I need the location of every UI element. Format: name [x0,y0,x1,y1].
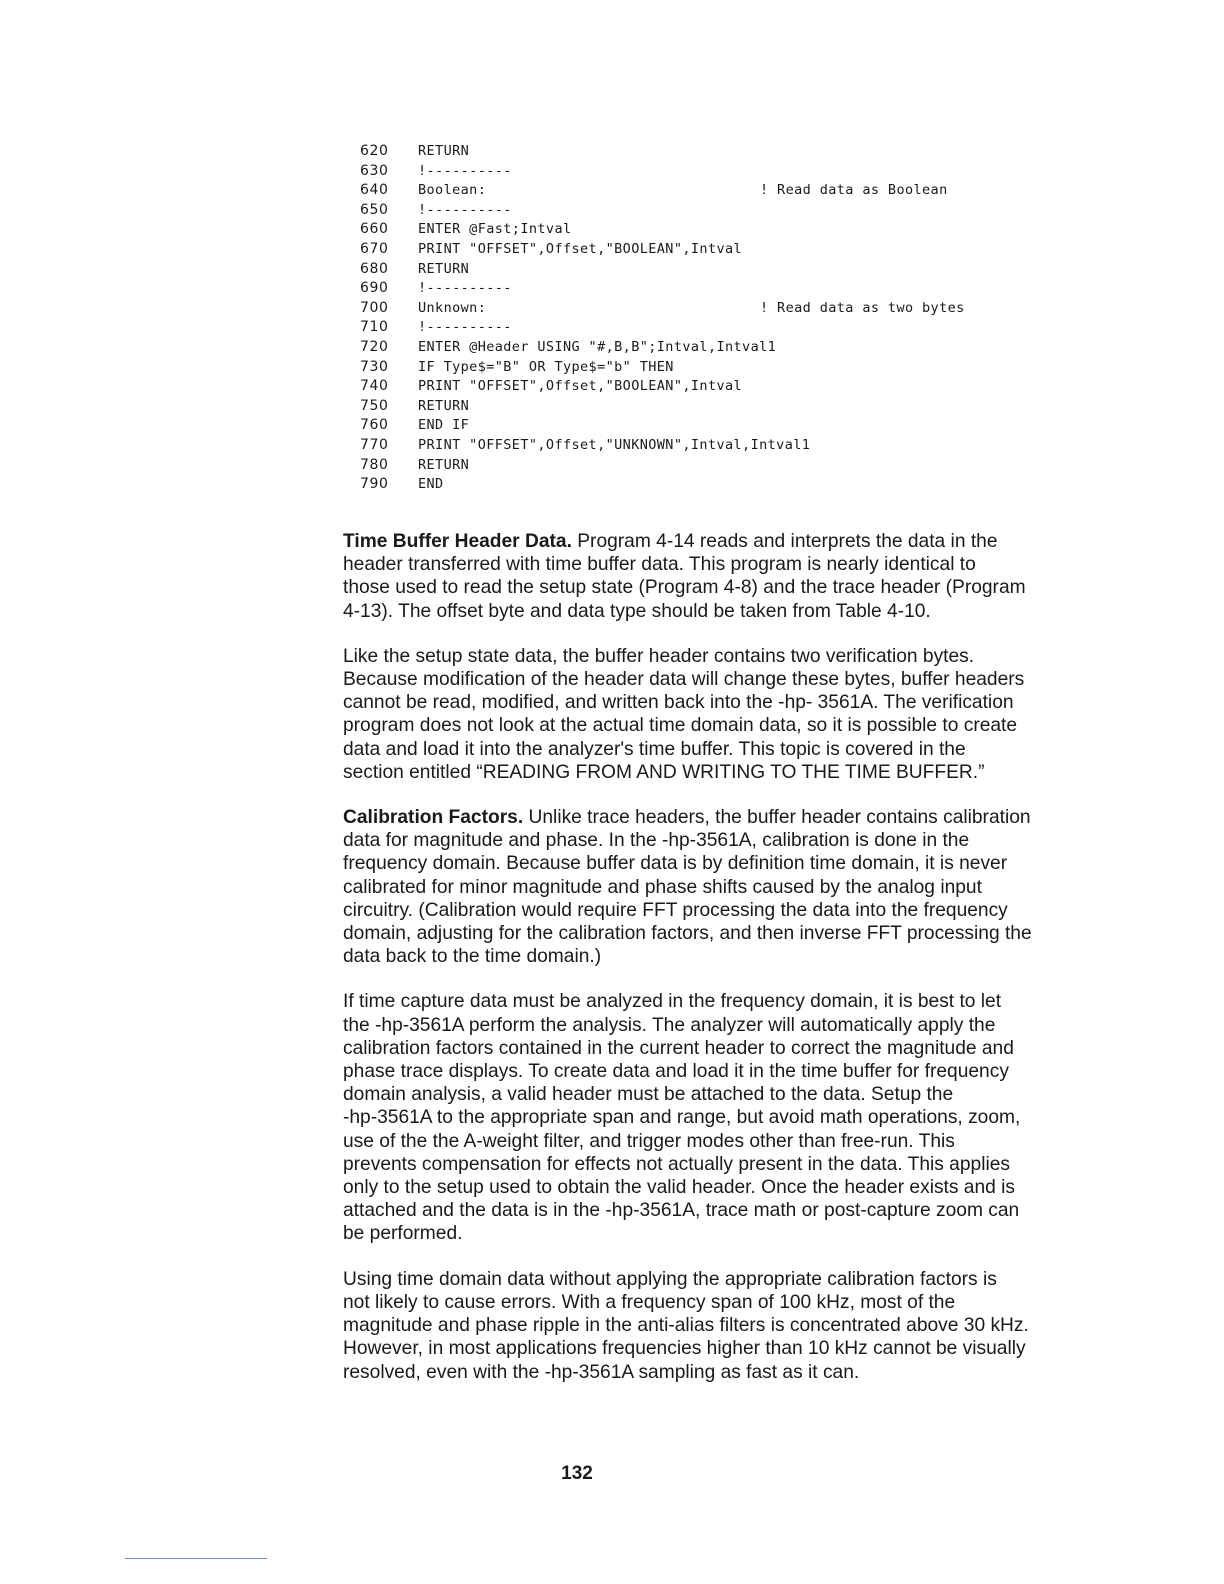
code-statement: Unknown: [418,299,487,316]
text-line: cannot be read, modified, and written back into the -hp- 3561A. The verification [343,692,1014,714]
code-line [360,397,1020,417]
text-line: calibrated for minor magnitude and phase shifts caused by the analog input [343,876,982,898]
text-line: calibration factors contained in the current header to correct the magnitude and [343,1037,1014,1059]
code-comment: ! Read data as Boolean [760,182,948,199]
text-line: only to the setup used to obtain the valid header. Once the header exists and is [343,1177,1016,1199]
code-line [360,377,1020,397]
line-number: 780 [360,456,389,473]
paragraph [343,990,1115,1245]
paragraph [343,530,1115,623]
code-line [360,416,1020,436]
line-number: 760 [360,417,389,434]
text-line: the -hp-3561A perform the analysis. The analyzer will automatically apply the [343,1014,996,1036]
paragraph-heading: Calibration Factors. [343,807,524,829]
text-line: Like the setup state data, the buffer header contains two verification bytes. [343,645,975,667]
text-line: data and load it into the analyzer's time buffer. This topic is covered in the [343,738,966,760]
line-number: 790 [360,476,389,493]
code-line [360,436,1020,456]
code-line [360,358,1020,378]
line-number: 710 [360,319,389,336]
text-line: program does not look at the actual time domain data, so it is possible to create [343,715,1018,737]
code-statement: !---------- [418,280,512,297]
code-statement: !---------- [418,319,512,336]
text-line: Program 4-14 reads and interprets the data in the [577,531,998,552]
line-number: 730 [360,358,389,375]
code-statement: END IF [418,417,470,434]
code-statement: PRINT "OFFSET",Offset,"BOOLEAN",Intval [418,378,743,395]
code-line [360,240,1020,260]
code-line [360,318,1020,338]
text-line: prevents compensation for effects not actually present in the data. This applies [343,1153,1010,1175]
line-number: 700 [360,299,389,316]
text-line: header transferred with time buffer data. This program is nearly identical to [343,554,976,576]
line-number: 720 [360,338,389,355]
text-line: use of the the A-weight filter, and trigger modes other than free-run. This [343,1130,955,1152]
code-line [360,279,1020,299]
paragraph [343,806,1115,968]
text-line: not likely to cause errors. With a frequency span of 100 kHz, most of the [343,1291,956,1313]
code-statement: !---------- [418,162,512,179]
line-number: 690 [360,280,389,297]
text-line: -hp-3561A to the appropriate span and range, but avoid math operations, zoom, [343,1107,1021,1129]
text-line: phase trace displays. To create data and load it in the time buffer for frequency [343,1061,1009,1083]
line-number: 630 [360,162,389,179]
code-line [360,299,1020,319]
code-listing [360,142,1020,495]
code-statement: END [418,476,444,493]
body-text [343,530,1115,1406]
code-statement: RETURN [418,397,470,414]
line-number: 740 [360,378,389,395]
code-statement: RETURN [418,456,470,473]
text-line: domain analysis, a valid header must be attached to the data. Setup the [343,1084,954,1106]
code-line [360,181,1020,201]
code-line [360,338,1020,358]
code-statement: PRINT "OFFSET",Offset,"BOOLEAN",Intval [418,240,743,257]
code-statement: PRINT "OFFSET",Offset,"UNKNOWN",Intval,Intval1 [418,436,811,453]
code-comment: ! Read data as two bytes [760,299,965,316]
code-line [360,142,1020,162]
text-line: frequency domain. Because buffer data is by definition time domain, it is never [343,853,1008,875]
text-line: 4-13). The offset byte and data type should be taken from Table 4-10. [343,600,931,622]
line-number: 770 [360,436,389,453]
text-line: Unlike trace headers, the buffer header contains calibration [528,807,1031,829]
text-line: attached and the data is in the -hp-3561A, trace math or post-capture zoom can [343,1200,1020,1222]
paragraph-heading: Time Buffer Header Data. [343,531,572,552]
line-number: 670 [360,240,389,257]
page-number: 132 [561,1463,593,1484]
code-statement: !---------- [418,201,512,218]
code-line [360,162,1020,182]
text-line: data back to the time domain.) [343,946,602,968]
text-line: However, in most applications frequencies higher than 10 kHz cannot be visually [343,1338,1026,1360]
code-statement: ENTER @Header USING "#,B,B";Intval,Intval1 [418,338,777,355]
line-number: 680 [360,260,389,277]
text-line: Using time domain data without applying the appropriate calibration factors is [343,1268,997,1290]
code-line [360,456,1020,476]
text-line: circuitry. (Calibration would require FFT processing the data into the frequency [343,899,1008,921]
code-line [360,475,1020,495]
text-line: be performed. [343,1223,463,1245]
code-line [360,220,1020,240]
code-line [360,260,1020,280]
text-line: those used to read the setup state (Program 4-8) and the trace header (Program [343,577,1026,599]
line-number: 620 [360,143,389,159]
code-statement: Boolean: [418,182,487,199]
text-line: Because modification of the header data will change these bytes, buffer headers [343,669,1025,691]
line-number: 750 [360,397,389,414]
text-line: data for magnitude and phase. In the -hp-3561A, calibration is done in the [343,830,970,852]
text-line: magnitude and phase ripple in the anti-alias filters is concentrated above 30 kHz. [343,1315,1029,1337]
line-number: 660 [360,221,389,238]
footnote-rule [125,1558,267,1559]
line-number: 650 [360,201,389,218]
text-line: resolved, even with the -hp-3561A sampling as fast as it can. [343,1361,860,1383]
text-line: section entitled “READING FROM AND WRITING TO THE TIME BUFFER.” [343,761,985,783]
code-statement: RETURN [418,260,470,277]
text-line: domain, adjusting for the calibration factors, and then inverse FFT processing the [343,923,1032,945]
code-line [360,201,1020,221]
text-line: If time capture data must be analyzed in the frequency domain, it is best to let [343,991,1002,1013]
paragraph [343,1268,1115,1384]
code-statement: ENTER @Fast;Intval [418,221,572,238]
code-statement: IF Type$="B" OR Type$="b" THEN [418,358,674,375]
line-number: 640 [360,182,389,199]
paragraph [343,645,1115,784]
code-statement: RETURN [418,143,470,159]
